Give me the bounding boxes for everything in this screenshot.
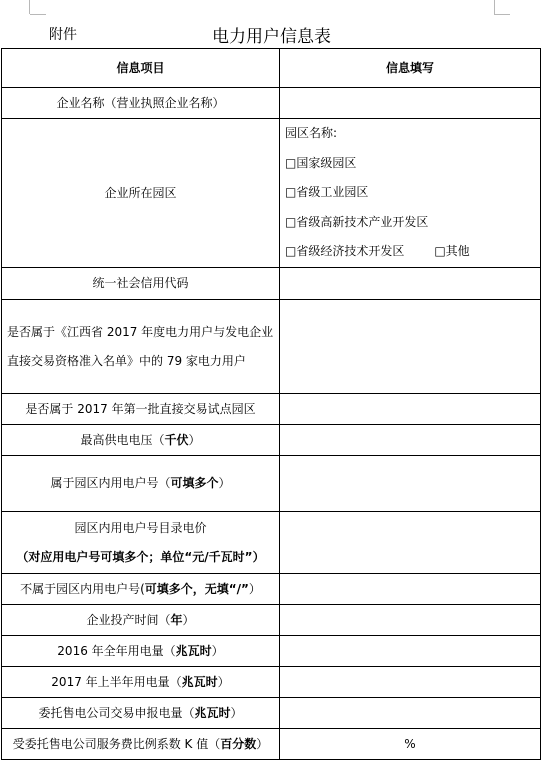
label-production-time-end: ） (182, 612, 195, 627)
label-pilot-park: 是否属于 2017 年第一批直接交易试点园区 (2, 394, 280, 425)
label-usage-2017h1 (2, 667, 280, 698)
value-catalog-price[interactable] (280, 512, 541, 574)
row-park-accounts (2, 456, 541, 512)
label-max-voltage-unit: 千伏 (164, 432, 189, 447)
row-usage-2017h1 (2, 667, 541, 698)
label-usage-2017h1-end: ） (217, 674, 230, 689)
value-usage-2017h1[interactable] (280, 667, 541, 698)
row-catalog-price (2, 512, 541, 574)
label-production-time-unit: 年 (170, 612, 183, 627)
option-provincial-industrial-park[interactable]: □省级工业园区 (285, 185, 369, 200)
label-service-fee-unit: 百分数 (220, 736, 257, 751)
option-provincial-hightech-zone[interactable]: □省级高新技术产业开发区 (285, 214, 429, 229)
label-usage-2016 (2, 636, 280, 667)
label-usage-2017h1-text: 2017 年上半年用电量（ (51, 674, 182, 689)
label-usage-2016-end: ） (211, 643, 224, 658)
crop-mark-left-vertical (29, 0, 30, 14)
option-other[interactable]: □其他 (434, 244, 470, 259)
header-fill: 信息填写 (280, 49, 541, 88)
row-park (2, 119, 541, 268)
label-park-accounts-text: 属于园区内用电户号（ (50, 476, 171, 490)
label-entrusted-volume (2, 698, 280, 729)
label-in-list: 是否属于《江西省 2017 年度电力用户与发电企业直接交易资格准入名单》中的 79 家电力用户 (2, 300, 280, 394)
label-usage-2016-unit: 兆瓦时 (175, 643, 212, 658)
label-entrusted-volume-text: 委托售电公司交易申报电量（ (38, 705, 195, 720)
value-service-fee[interactable]: % (280, 729, 541, 760)
label-service-fee (2, 729, 280, 760)
label-service-fee-end: ） (256, 736, 269, 751)
value-in-list[interactable] (280, 300, 541, 394)
header-row (2, 49, 541, 88)
value-credit-code[interactable] (280, 268, 541, 300)
park-name-title: 园区名称: (285, 126, 338, 141)
label-park: 企业所在园区 (2, 119, 280, 268)
value-entrusted-volume[interactable] (280, 698, 541, 729)
row-service-fee (2, 729, 541, 760)
label-catalog-price (2, 512, 280, 574)
label-entrusted-volume-end: ） (230, 705, 243, 720)
label-park-accounts-note: 可填多个 (170, 476, 219, 490)
label-catalog-price-line2: （对应用电户号可填多个；单位“元/千瓦时”） (16, 549, 265, 564)
header-item: 信息项目 (2, 49, 280, 88)
row-entrusted-volume (2, 698, 541, 729)
label-catalog-price-line1: 园区内用电户号目录电价 (74, 520, 207, 535)
label-park-accounts-end: ） (218, 476, 231, 490)
crop-mark-right-vertical (494, 0, 495, 14)
row-in-list (2, 300, 541, 394)
value-park-accounts[interactable] (280, 456, 541, 512)
label-max-voltage-end: ） (188, 432, 201, 447)
label-non-park-accounts-end: ） (248, 581, 261, 596)
option-national-park[interactable]: □国家级园区 (285, 155, 357, 170)
label-max-voltage (2, 425, 280, 456)
page-title: 电力用户信息表 (212, 27, 331, 47)
label-company-name: 企业名称（营业执照企业名称） (2, 88, 280, 119)
user-info-table (1, 48, 541, 760)
label-production-time-text: 企业投产时间（ (86, 612, 171, 627)
label-park-accounts (2, 456, 280, 512)
value-park[interactable] (280, 119, 541, 268)
value-non-park-accounts[interactable] (280, 574, 541, 605)
crop-mark-right-horizontal (494, 14, 510, 15)
label-non-park-accounts-note: 可填多个，无填“/” (144, 581, 249, 596)
label-non-park-accounts (2, 574, 280, 605)
row-usage-2016 (2, 636, 541, 667)
row-non-park-accounts (2, 574, 541, 605)
crop-mark-left-horizontal (30, 14, 46, 15)
row-company-name (2, 88, 541, 119)
label-service-fee-text: 受委托售电公司服务费比例系数 K 值（ (12, 736, 221, 751)
label-non-park-accounts-text: 不属于园区内用电户号( (20, 581, 145, 596)
value-max-voltage[interactable] (280, 425, 541, 456)
option-provincial-economic-zone[interactable]: □省级经济技术开发区 (285, 244, 405, 259)
row-production-time (2, 605, 541, 636)
attachment-label: 附件 (49, 27, 77, 43)
label-entrusted-volume-unit: 兆瓦时 (194, 705, 231, 720)
label-usage-2017h1-unit: 兆瓦时 (181, 674, 218, 689)
row-max-voltage (2, 425, 541, 456)
value-company-name[interactable] (280, 88, 541, 119)
value-pilot-park[interactable] (280, 394, 541, 425)
label-production-time (2, 605, 280, 636)
label-credit-code: 统一社会信用代码 (2, 268, 280, 300)
option-row-last (285, 237, 535, 267)
row-pilot-park (2, 394, 541, 425)
row-credit-code (2, 268, 541, 300)
value-usage-2016[interactable] (280, 636, 541, 667)
label-usage-2016-text: 2016 年全年用电量（ (57, 643, 176, 658)
value-production-time[interactable] (280, 605, 541, 636)
label-max-voltage-text: 最高供电电压（ (80, 432, 165, 447)
